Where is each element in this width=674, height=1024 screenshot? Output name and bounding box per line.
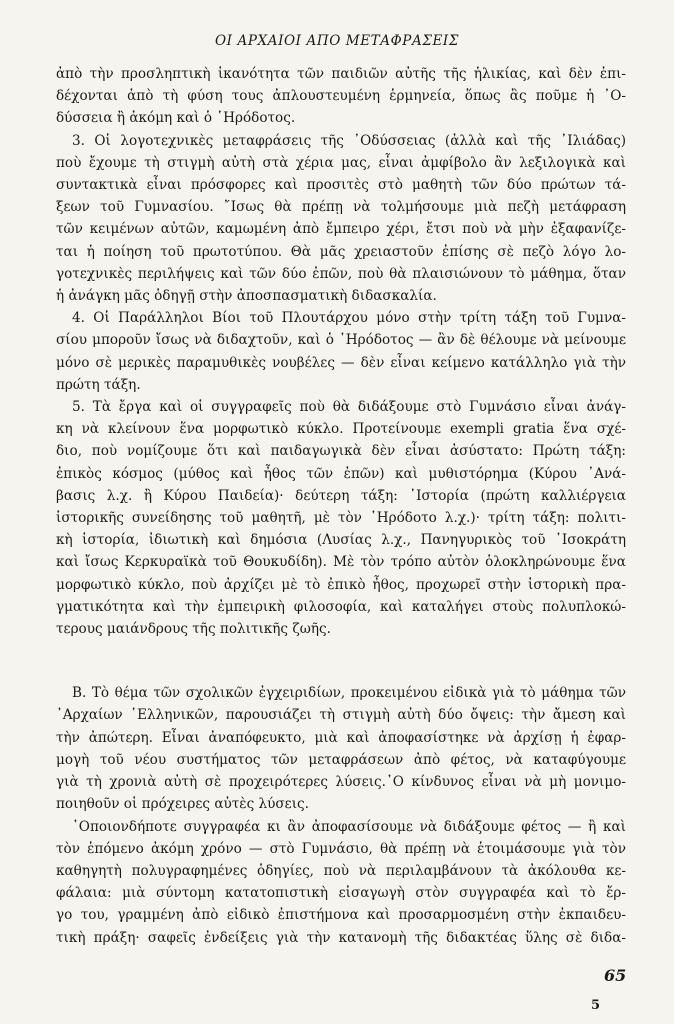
text-line: τὴν ἀπώτερη. Εἶναι ἀναπόφευκτο, μιὰ καὶ ἀποφασίστηκε νὰ ἀρχίσῃ ἡ ἐφαρ- — [56, 729, 626, 746]
paragraph-point-4 — [56, 307, 626, 396]
paragraph-section-b — [56, 682, 626, 815]
section-gap — [56, 640, 626, 682]
text-line: τικὴ πράξη· σαφεῖς ἐνδείξεις γιὰ τὴν κατανομὴ τῆς διδακτέας ὕλης σὲ διδα- — [56, 929, 626, 946]
paragraph-point-5 — [56, 396, 626, 640]
text-line: 4. Οἱ Παράλληλοι Βίοι τοῦ Πλουτάρχου μόνο στὴν τρίτη τάξη τοῦ Γυμνα- — [72, 310, 626, 327]
paragraph-point-3 — [56, 130, 626, 308]
text-line: ἐπικὸς κόσμος (μύθος καὶ ἦθος τῶν ἐπῶν) καὶ μυθιστόρημα (Κύρου ᾿Ανά- — [56, 465, 626, 482]
text-line: γοτεχνικὲς περιλήψεις καὶ τῶν δύο ἐπῶν, ποὺ θὰ πλαισιώνουν τὸ μάθημα, ὅταν — [56, 265, 626, 282]
running-header: ΟΙ ΑΡΧΑΙΟΙ ΑΠΟ ΜΕΤΑΦΡΑΣΕΙΣ — [215, 33, 459, 49]
paragraph-section-b-continued — [56, 816, 626, 949]
text-line: κη νὰ κλείνουν ἕνα μορφωτικὸ κύκλο. Προτείνουμε exempli gratia ἕνα σχέ- — [56, 421, 626, 438]
text-line: συντακτικὰ εἶναι πρόσφορες καὶ προσιτὲς στὸ μαθητὴ τῶν δύο πρώτων τά- — [56, 177, 626, 194]
text-line: ἀπὸ τὴν προσληπτικὴ ἱκανότητα τῶν παιδιῶν αὐτῆς τῆς ἡλικίας, καὶ δὲν ἐπι- — [56, 66, 626, 82]
text-line: ποιηθοῦν οἱ πρόχειρες αὐτὲς λύσεις. — [56, 796, 309, 813]
text-line: τερους μαιάνδρους τῆς πολιτικῆς ζωῆς. — [56, 621, 331, 638]
text-line: μόνο σὲ μερικὲς παραμυθικὲς νουβέλες — δὲν εἶναι κείμενο κατάλληλο γιὰ τὴν — [56, 354, 626, 371]
text-line: ἱστορικῆς συνείδησης τοῦ μαθητῆ, μὲ τὸν ῾Ηρόδοτο λ.χ.)· τρίτη τάξη: πολιτι- — [56, 510, 626, 527]
text-line: καὶ ἴσως Κερκυραϊκὰ τοῦ Θουκυδίδη). Μὲ τὸν τρόπο αὐτὸν ὁλοκληρώνουμε ἕνα — [56, 554, 626, 571]
text-line: 5. Τὰ ἔργα καὶ οἱ συγγραφεῖς ποὺ θὰ διδάξουμε στὸ Γυμνάσιο εἶναι ἀνάγ- — [72, 399, 626, 416]
text-line: κὴ ἱστορία, ἰδιωτικὴ καὶ δημόσια (Λυσίας λ.χ., Πανηγυρικὸς τοῦ ᾿Ισοκράτη — [56, 532, 626, 549]
text-line: καθηγητὴ πολυγραφημένες ὁδηγίες, ποὺ νὰ περιλαμβάνουν τὰ ἀκόλουθα κε- — [56, 862, 626, 879]
text-line: ῾Οποιονδήποτε συγγραφέα κι ἂν ἀποφασίσουμε νὰ διδάξουμε φέτος — ἢ καὶ — [72, 818, 626, 835]
text-body — [56, 63, 626, 949]
text-line: γματικότητα καὶ τὴν ἐμπειρικὴ φιλοσοφία, καὶ καταλήγει στοὺς πολυπλοκώ- — [56, 598, 626, 615]
text-line: ἡ ἀνάγκη μᾶς ὁδηγῇ στὴν ἀποσπασματικὴ διδασκαλία. — [56, 288, 437, 305]
text-line: τὸν ἑπόμενο ἀκόμη χρόνο — στὸ Γυμνάσιο, θὰ πρέπῃ νὰ ἑτοιμάσουμε γιὰ τὸν — [56, 840, 626, 857]
text-line: βασις λ.χ. ἢ Κύρου Παιδεία)· δεύτερη τάξη: ῾Ιστορία (πρώτη καλλιέργεια — [56, 487, 626, 504]
text-line: ξεων τοῦ Γυμνασίου. ῎Ισως θὰ πρέπῃ νὰ τολμήσουμε μιὰ πεζὴ μετάφραση — [56, 199, 626, 216]
text-line: 3. Οἱ λογοτεχνικὲς μεταφράσεις τῆς ᾿Οδύσσειας (ἀλλὰ καὶ τῆς ᾿Ιλιάδας) — [72, 132, 626, 149]
text-line: ται ἡ ποίηση τοῦ πρωτοτύπου. Θὰ μᾶς χρειαστοῦν ἐπίσης σὲ πεζὸ λόγο λο- — [56, 243, 626, 260]
text-line: μορφωτικὸ κύκλο, ποὺ ἀρχίζει μὲ τὸ ἐπικὸ ἦθος, προχωρεῖ στὴν ἱστορικὴ πρα- — [56, 576, 626, 593]
text-line: διο, ποὺ νομίζουμε ὅτι καὶ παιδαγωγικὰ δὲν εἶναι ἀσύστατο: Πρώτη τάξη: — [56, 443, 626, 460]
page-number: 65 — [604, 966, 627, 985]
text-line: δύσσεια ἢ ἀκόμη καὶ ὁ ῾Ηρόδοτος. — [56, 110, 296, 127]
text-line: Β. Τὸ θέμα τῶν σχολικῶν ἐγχειριδίων, προκειμένου εἰδικὰ γιὰ τὸ μάθημα τῶν — [72, 685, 626, 702]
text-line: σίου μποροῦν ἴσως νὰ διδαχτοῦν, καὶ ὁ ῾Ηρόδοτος — ἂν δὲ θέλουμε νὰ μείνουμε — [56, 332, 626, 349]
text-line: ποὺ ἔχουμε τὴ στιγμὴ αὐτὴ στὰ χέρια μας, εἶναι ἀμφίβολο ἂν λεξιλογικὰ καὶ — [56, 154, 626, 171]
text-line: γιὰ τὴ χρονιὰ αὐτὴ σὲ προχειρότερες λύσεις.᾿Ο κίνδυνος εἶναι νὰ μὴ μονιμο- — [56, 774, 626, 791]
paragraph-continuation — [56, 63, 626, 130]
text-line: φάλαια: μιὰ σύντομη κατατοπιστικὴ εἰσαγωγὴ στὸν συγγραφέα καὶ τὸ ἔρ- — [56, 885, 626, 902]
text-line: ᾿Αρχαίων ῾Ελληνικῶν, παρουσιάζει τὴ στιγμὴ αὐτὴ δύο ὄψεις: τὴν ἄμεση καὶ — [56, 707, 626, 724]
text-line: γο του, γραμμένη ἀπὸ εἰδικὸ ἐπιστήμονα καὶ προσαρμοσμένη στὴν ἐκπαιδευ- — [56, 907, 626, 924]
text-line: τῶν κειμένων αὐτῶν, καμωμένη ἀπὸ ἔμπειρο χέρι, ἔτσι ποὺ νὰ μὴν ἐξαφανίζε- — [56, 221, 626, 238]
text-line: μογὴ τοῦ νέου συστήματος τῶν μεταφράσεων ἀπὸ φέτος, νὰ καταφύγουμε — [56, 751, 626, 768]
text-line: δέχονται ἀπὸ τὴ φύση τους ἀπλουστευμένη ἑρμηνεία, ὅπως ἂς ποῦμε ἡ ᾿Ο- — [56, 88, 626, 105]
signature-mark: 5 — [591, 998, 601, 1013]
text-line: πρώτη τάξη. — [56, 376, 141, 393]
